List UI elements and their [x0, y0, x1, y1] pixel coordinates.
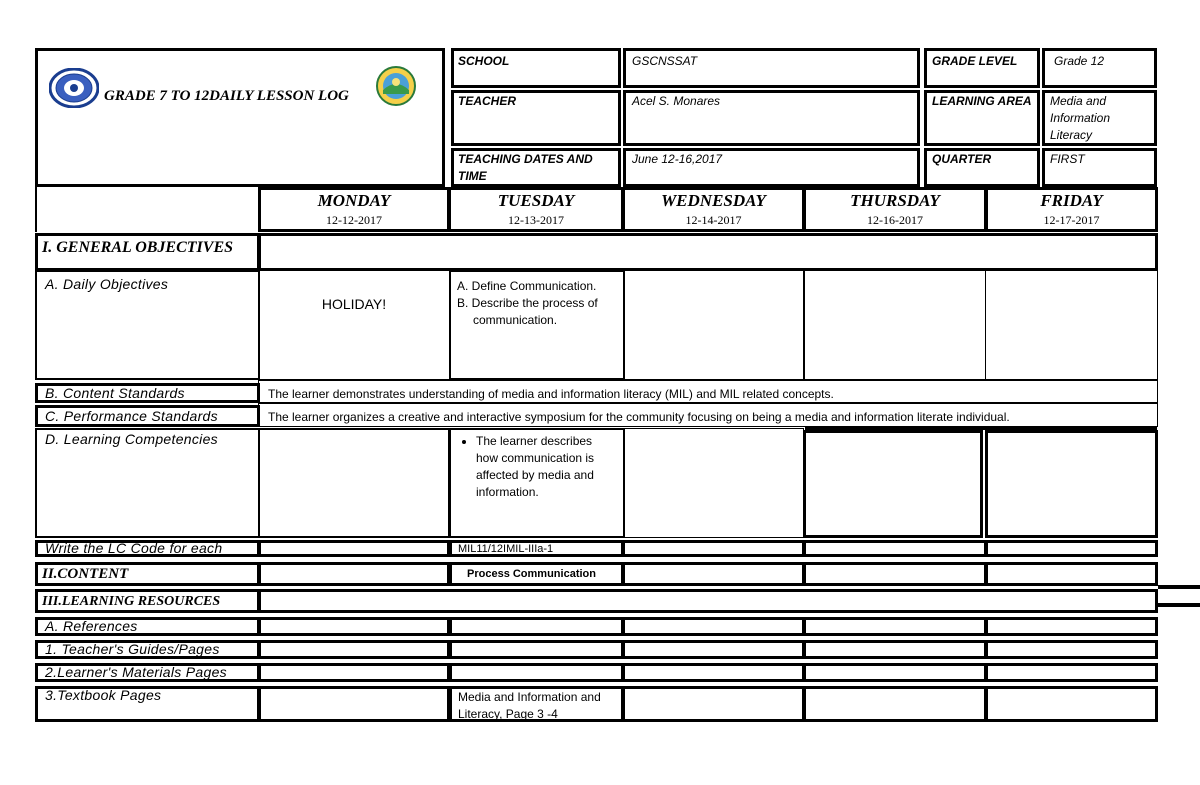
monday-objective: HOLIDAY!: [321, 296, 387, 312]
tuesday-textbook: Media and Information and Literacy, Page 3 -4: [458, 690, 601, 721]
textbook-pages-thursday: [803, 686, 987, 722]
divider-line: [1158, 603, 1200, 607]
day-date: 12-13-2017: [508, 213, 564, 227]
row-label-learning-competencies: D. Learning Competencies: [45, 431, 218, 447]
content-standards-text: The learner demonstrates understanding of media and information literacy (MIL) and MIL related concepts.: [268, 387, 834, 401]
day-name: TUESDAY: [497, 191, 575, 210]
section-learning-resources: III.LEARNING RESOURCES: [42, 594, 221, 609]
dates-value: June 12-16,2017: [632, 152, 723, 166]
day-thursday: [803, 191, 987, 228]
objective-item: communication.: [473, 313, 558, 327]
row-label-lc-code: Write the LC Code for each: [45, 540, 223, 556]
day-tuesday: [448, 191, 624, 228]
day-header-left-cell: [35, 187, 260, 232]
references-thursday: [803, 617, 987, 636]
objective-item: B. Describe the process of: [457, 296, 598, 310]
deped-seal-logo: [49, 68, 99, 108]
content-thursday: [803, 562, 987, 586]
textbook-pages-wednesday: [622, 686, 805, 722]
learners-materials-thursday: [803, 663, 987, 682]
day-wednesday: [622, 191, 805, 228]
competencies-thursday: [803, 430, 983, 538]
row-label-references: A. References: [45, 618, 138, 634]
row-label-teachers-guides: 1. Teacher's Guides/Pages: [45, 641, 220, 657]
school-label: SCHOOL: [458, 54, 510, 68]
row-label-daily-objectives: A. Daily Objectives: [45, 276, 169, 292]
lc-code-wednesday: [622, 540, 805, 557]
day-date: 12-14-2017: [685, 213, 742, 227]
grade-level-label: GRADE LEVEL: [932, 54, 1018, 68]
row-label-performance-standards: C. Performance Standards: [45, 408, 218, 424]
references-tuesday: [449, 617, 624, 636]
tuesday-lc-code: MIL11/12IMIL-IIIa-1: [458, 543, 554, 555]
day-name: FRIDAY: [1040, 191, 1103, 210]
day-date: 12-12-2017: [326, 213, 382, 227]
day-date: 12-17-2017: [1043, 213, 1100, 227]
learners-materials-wednesday: [622, 663, 805, 682]
lc-code-monday: [258, 540, 450, 557]
tuesday-objectives: [457, 278, 623, 329]
divider-line: [1158, 585, 1200, 589]
section-content: II.CONTENT: [42, 566, 129, 582]
teachers-guides-friday: [985, 640, 1158, 659]
daily-objectives-monday: [258, 270, 450, 380]
row-label-content-standards: B. Content Standards: [45, 385, 185, 401]
learning-area-value: Media and Information Literacy: [1050, 94, 1111, 142]
performance-standards-text: The learner organizes a creative and interactive symposium for the community focusing on being a media and information literate individual.: [268, 410, 1010, 424]
page-title: GRADE 7 TO 12DAILY LESSON LOG: [104, 88, 349, 104]
learners-materials-monday: [258, 663, 450, 682]
daily-objectives-wednesday: [623, 270, 805, 380]
content-friday: [985, 562, 1158, 586]
school-logo: [371, 66, 421, 106]
references-friday: [985, 617, 1158, 636]
daily-objectives-friday: [985, 270, 1158, 380]
teachers-guides-tuesday: [449, 640, 624, 659]
references-wednesday: [622, 617, 805, 636]
textbook-pages-monday: [258, 686, 450, 722]
day-name: WEDNESDAY: [661, 191, 766, 210]
quarter-label: QUARTER: [932, 152, 992, 166]
lc-code-friday: [985, 540, 1158, 557]
learners-materials-tuesday: [449, 663, 624, 682]
competency-item: • The learner describes how communication is affected by media and information.: [476, 433, 622, 501]
competencies-friday: [985, 430, 1158, 538]
textbook-pages-friday: [985, 686, 1158, 722]
teacher-label: TEACHER: [458, 94, 517, 108]
grade-level-value: Grade 12: [1054, 54, 1105, 68]
teachers-guides-thursday: [803, 640, 987, 659]
references-monday: [258, 617, 450, 636]
general-objectives-value-box: [258, 233, 1158, 271]
row-label-learners-materials: 2.Learner's Materials Pages: [45, 664, 227, 680]
day-name: THURSDAY: [850, 191, 940, 210]
quarter-value: FIRST: [1050, 152, 1085, 166]
lc-code-thursday: [803, 540, 987, 557]
daily-objectives-thursday: [803, 270, 986, 380]
teachers-guides-monday: [258, 640, 450, 659]
day-name: MONDAY: [317, 191, 391, 210]
tuesday-content: Process Communication: [467, 568, 596, 580]
dates-label: TEACHING DATES AND TIME: [458, 152, 593, 183]
competencies-wednesday: [624, 428, 804, 538]
learning-area-label: LEARNING AREA: [932, 94, 1032, 108]
competencies-monday: [258, 428, 450, 538]
day-date: 12-16-2017: [867, 213, 923, 227]
tuesday-competency: [456, 433, 622, 501]
teacher-value: Acel S. Monares: [632, 94, 721, 108]
day-friday: [985, 191, 1158, 228]
row-label-textbook-pages: 3.Textbook Pages: [45, 687, 162, 703]
section-general-objectives: I. GENERAL OBJECTIVES: [42, 239, 234, 256]
day-monday: [258, 191, 450, 228]
learners-materials-friday: [985, 663, 1158, 682]
content-monday: [258, 562, 450, 586]
learning-resources-value-box: [258, 589, 1158, 613]
objective-item: A. Define Communication.: [457, 279, 597, 293]
school-value: GSCNSSAT: [632, 54, 698, 68]
content-wednesday: [622, 562, 805, 586]
teachers-guides-wednesday: [622, 640, 805, 659]
